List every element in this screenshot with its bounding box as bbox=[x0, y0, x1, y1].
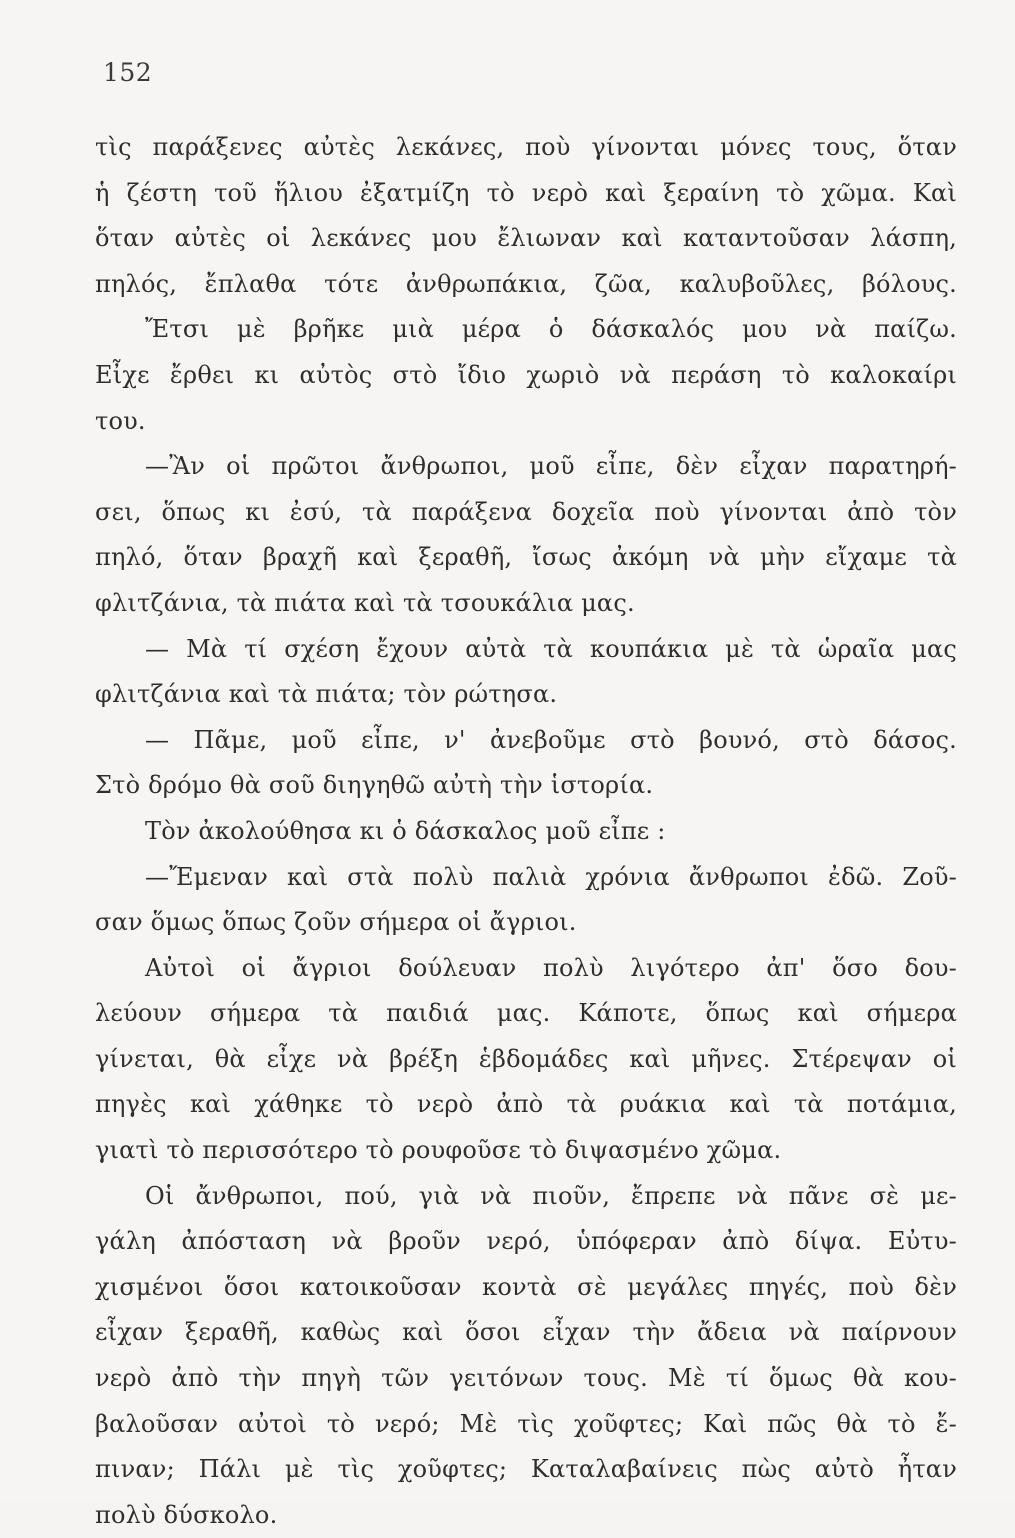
text-line: πολὺ δύσκολο. bbox=[95, 1500, 278, 1529]
text-line: —Ἔμεναν καὶ στὰ πολὺ παλιὰ χρόνια ἄνθρωποι ἐδῶ. Ζοῦ- bbox=[145, 862, 957, 891]
body-text bbox=[95, 125, 957, 1538]
text-line: λεύουν σήμερα τὰ παιδιά μας. Κάποτε, ὅπως καὶ σήμερα bbox=[95, 999, 957, 1028]
text-line: πιναν; Πάλι μὲ τὶς χοῦφτες; Καταλαβαίνεις πὼς αὐτὸ ἦταν bbox=[95, 1455, 957, 1484]
page-number: 152 bbox=[103, 58, 153, 87]
text-line: Στὸ δρόμο θὰ σοῦ διηγηθῶ αὐτὴ τὴν ἱστορία. bbox=[95, 771, 654, 800]
text-line: φλιτζάνια, τὰ πιάτα καὶ τὰ τσουκάλια μας. bbox=[95, 588, 635, 617]
text-line: Τὸν ἀκολούθησα κι ὁ δάσκαλος μοῦ εἶπε : bbox=[145, 816, 666, 845]
text-line: Εἶχε ἔρθει κι αὐτὸς στὸ ἴδιο χωριὸ νὰ περάση τὸ καλοκαίρι bbox=[95, 360, 957, 389]
text-line: πηλός, ἔπλαθα τότε ἀνθρωπάκια, ζῶα, καλυβοῦλες, βόλους. bbox=[95, 269, 957, 298]
text-line: γίνεται, θὰ εἶχε νὰ βρέξη ἑβδομάδες καὶ μῆνες. Στέρεψαν οἱ bbox=[95, 1044, 957, 1073]
text-line: ὅταν αὐτὲς οἱ λεκάνες μου ἔλιωναν καὶ καταντοῦσαν λάσπη, bbox=[95, 224, 957, 253]
text-line: βαλοῦσαν αὐτοὶ τὸ νερό; Μὲ τὶς χοῦφτες; Καὶ πῶς θὰ τὸ ἔ- bbox=[95, 1409, 957, 1438]
text-line: Αὐτοὶ οἱ ἄγριοι δούλευαν πολὺ λιγότερο ἀπ' ὅσο δου- bbox=[145, 953, 957, 982]
text-line: φλιτζάνια καὶ τὰ πιάτα; τὸν ρώτησα. bbox=[95, 680, 558, 709]
text-line: πηγὲς καὶ χάθηκε τὸ νερὸ ἀπὸ τὰ ρυάκια καὶ τὰ ποτάμια, bbox=[95, 1090, 957, 1119]
text-line: —Ἂν οἱ πρῶτοι ἄνθρωποι, μοῦ εἶπε, δὲν εἶχαν παρατηρή- bbox=[145, 452, 957, 481]
text-line: Ἔτσι μὲ βρῆκε μιὰ μέρα ὁ δάσκαλός μου νὰ παίζω. bbox=[145, 315, 957, 344]
text-line: χισμένοι ὅσοι κατοικοῦσαν κοντὰ σὲ μεγάλες πηγές, ποὺ δὲν bbox=[95, 1272, 957, 1301]
text-line: Οἱ ἄνθρωποι, πού, γιὰ νὰ πιοῦν, ἔπρεπε νὰ πᾶνε σὲ με- bbox=[145, 1181, 957, 1210]
text-line: σει, ὅπως κι ἐσύ, τὰ παράξενα δοχεῖα ποὺ γίνονται ἀπὸ τὸν bbox=[95, 497, 957, 526]
text-line: εἶχαν ξεραθῆ, καθὼς καὶ ὅσοι εἶχαν τὴν ἄδεια νὰ παίρνουν bbox=[95, 1318, 957, 1347]
text-line: πηλό, ὅταν βραχῆ καὶ ξεραθῆ, ἴσως ἀκόμη νὰ μὴν εἴχαμε τὰ bbox=[95, 543, 957, 572]
text-line: — Πᾶμε, μοῦ εἶπε, ν' ἀνεβοῦμε στὸ βουνό, στὸ δάσος. bbox=[145, 725, 957, 754]
text-line: γάλη ἀπόσταση νὰ βροῦν νερό, ὑπόφεραν ἀπὸ δίψα. Εὐτυ- bbox=[95, 1227, 957, 1256]
text-line: νερὸ ἀπὸ τὴν πηγὴ τῶν γειτόνων τους. Μὲ τί ὅμως θὰ κου- bbox=[95, 1364, 957, 1393]
text-line: γιατὶ τὸ περισσότερο τὸ ρουφοῦσε τὸ διψασμένο χῶμα. bbox=[95, 1136, 782, 1165]
text-line: σαν ὅμως ὅπως ζοῦν σήμερα οἱ ἄγριοι. bbox=[95, 908, 577, 937]
text-line: του. bbox=[95, 406, 146, 435]
text-line: — Μὰ τί σχέση ἔχουν αὐτὰ τὰ κουπάκια μὲ τὰ ὡραῖα μας bbox=[145, 634, 957, 663]
text-line: τὶς παράξενες αὐτὲς λεκάνες, ποὺ γίνονται μόνες τους, ὅταν bbox=[95, 133, 957, 161]
text-line: ἡ ζέστη τοῦ ἥλιου ἐξατμίζη τὸ νερὸ καὶ ξεραίνη τὸ χῶμα. Καὶ bbox=[95, 178, 957, 207]
